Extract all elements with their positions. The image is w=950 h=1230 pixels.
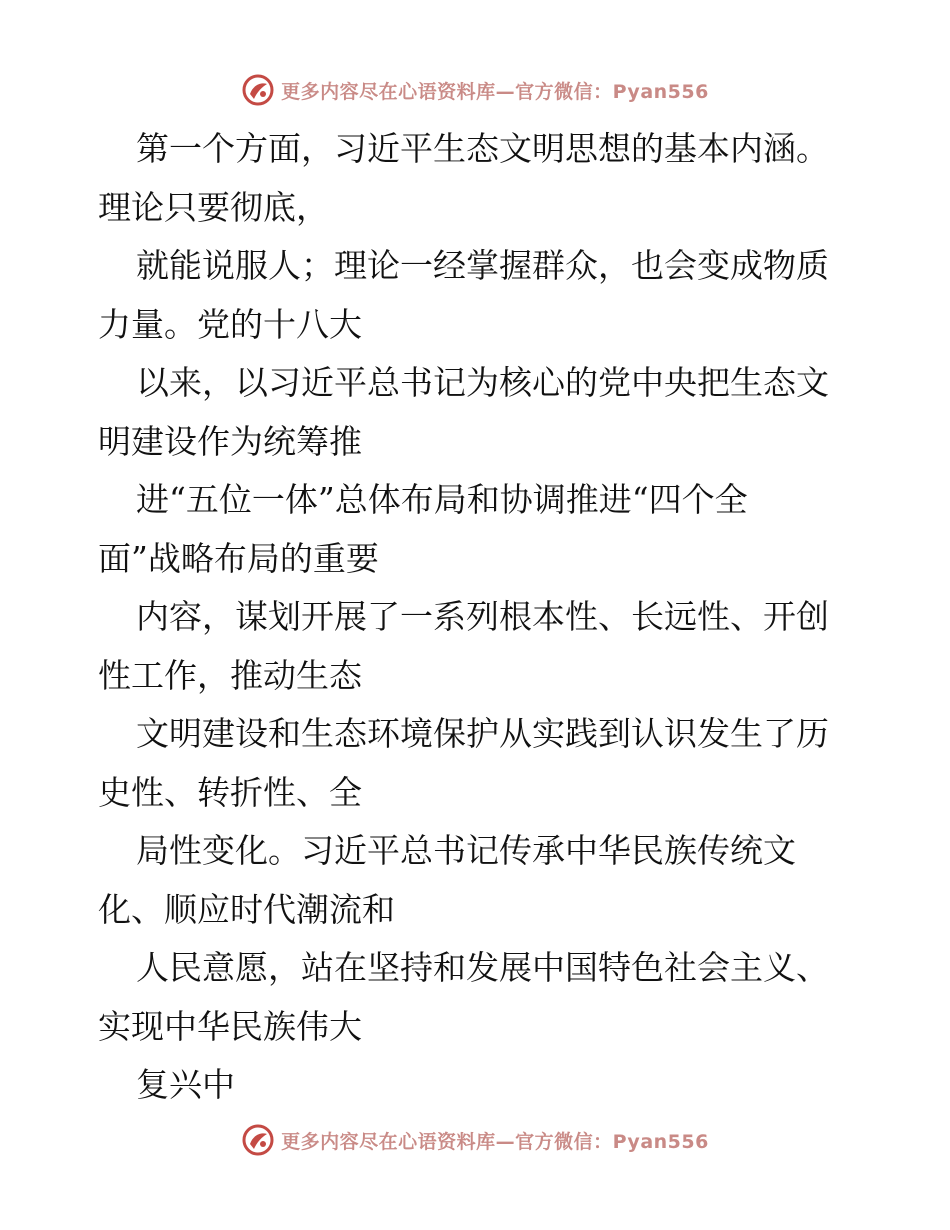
text-line: 实现中华民族伟大 [98, 1006, 362, 1046]
text-line: 史性、转折性、全 [98, 772, 362, 812]
document-body [98, 120, 858, 1115]
text-line: 内容，谋划开展了一系列根本性、长远性、开创 [136, 597, 829, 636]
logo-icon [241, 1123, 275, 1157]
header-watermark [0, 70, 950, 110]
text-line: 面”战略布局的重要 [98, 538, 379, 578]
text-line: 化、顺应时代潮流和 [98, 889, 395, 929]
footer-watermark-text: 更多内容尽在心语资料库—官方微信：Pyan556 [281, 1130, 709, 1153]
header-watermark-text: 更多内容尽在心语资料库—官方微信：Pyan556 [281, 80, 709, 103]
text-line: 性工作，推动生态 [98, 655, 362, 695]
text-line: 第一个方面，习近平生态文明思想的基本内涵。 [136, 129, 829, 168]
text-line: 复兴中 [136, 1065, 235, 1104]
text-line: 理论只要彻底， [98, 187, 329, 227]
text-line: 进“五位一体”总体布局和协调推进“四个全 [136, 480, 748, 519]
text-line: 就能说服人；理论一经掌握群众，也会变成物质 [136, 246, 829, 285]
text-line: 明建设作为统筹推 [98, 421, 362, 461]
text-line: 人民意愿，站在坚持和发展中国特色社会主义、 [136, 948, 829, 987]
footer-watermark [0, 1120, 950, 1160]
text-line: 以来，以习近平总书记为核心的党中央把生态文 [136, 363, 829, 402]
text-line: 文明建设和生态环境保护从实践到认识发生了历 [136, 714, 829, 753]
text-line: 力量。党的十八大 [98, 304, 362, 344]
text-line: 局性变化。习近平总书记传承中华民族传统文 [136, 831, 796, 870]
logo-icon [241, 73, 275, 107]
